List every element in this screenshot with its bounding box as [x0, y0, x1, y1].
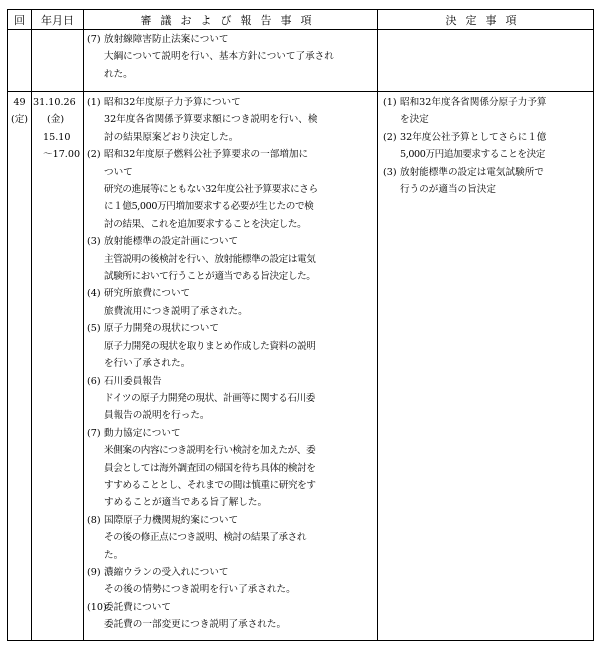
row1-report-cell: [84, 30, 378, 92]
report-item: (1) 昭和32年度原子力予算について: [87, 97, 241, 108]
report-line: 討の結果原案どおり決定した。: [104, 131, 239, 143]
session-weekday: (金): [47, 114, 65, 126]
report-line: 員会としては海外調査団の帰国を待ち具体的検討を: [104, 462, 316, 474]
decision-item: (2) 32年度公社予算としてさらに１億: [383, 131, 547, 143]
decision-item: (1) 昭和32年度各省関係分原子力予算: [383, 97, 547, 108]
session-date: 31.10.26: [33, 97, 76, 108]
report-line: すすめることとし、それまでの間は慎重に研究をす: [104, 479, 316, 491]
report-line: その後の修正点につき説明、検討の結果了承され: [104, 532, 307, 544]
row1-decision-cell: [378, 30, 594, 92]
session-date-cell: [32, 92, 84, 641]
session-time-start: 15.10: [43, 131, 71, 143]
row1-date-cell: [32, 30, 84, 92]
report-cell: [84, 92, 378, 641]
minutes-table: [7, 9, 594, 641]
report-line: 委託費の一部変更につき説明了承された。: [104, 619, 287, 631]
cell-bottom-spacer: [87, 634, 377, 640]
table-header-row: [8, 10, 594, 30]
report-line: ついて: [104, 166, 133, 178]
report-line: ドイツの原子力開発の現状、計画等に関する石川委: [104, 392, 315, 404]
report-item: (4) 研究所旅費について: [87, 288, 191, 300]
header-decision: 決定事項: [378, 10, 594, 30]
report-line: 32年度各省関係予算要求額につき説明を行い、検: [104, 114, 318, 126]
table-row-continuation: [8, 30, 594, 92]
header-report: 審議および報告事項: [84, 10, 378, 30]
report-line: 米側案の内容につき説明を行い検討を加えたが、委: [104, 445, 316, 457]
report-item: (2) 昭和32年度原子燃料公社予算要求の一部増加に: [87, 149, 309, 161]
report-line: 員報告の説明を行った。: [104, 410, 210, 422]
header-no: 回: [8, 10, 32, 30]
report-item: (6) 石川委員報告: [87, 375, 162, 387]
report-line: 旅費流用につき説明了承された。: [104, 305, 248, 317]
report-line: 原子力開発の現状を取りまとめ作成した資料の説明: [104, 340, 316, 352]
decision-line: を決定: [400, 114, 429, 126]
report-line: を行い了承された。: [104, 358, 191, 370]
report-line: に１億5,000万円増加要求する必要が生じたので検: [104, 201, 314, 213]
report-line: すめることが適当である旨了解した。: [104, 497, 268, 509]
decision-cell: [378, 92, 594, 641]
report-item: (3) 放射能標準の設定計画について: [87, 236, 239, 248]
report-item: (5) 原子力開発の現状について: [87, 323, 219, 335]
report-item: (7) 放射線障害防止法案について: [87, 34, 229, 45]
report-line: 大綱について説明を行い、基本方針について了承され: [104, 51, 334, 63]
report-line: 研究の進展等にともない32年度公社予算要求にさら: [104, 184, 318, 196]
decision-item: (3) 放射能標準の設定は電気試験所で: [383, 166, 544, 178]
decision-line: 5,000万円追加要求することを決定: [400, 149, 545, 161]
report-item: (8) 国際原子力機関規約案について: [87, 514, 239, 526]
session-number-cell: [8, 92, 32, 641]
report-item: (7) 動力協定について: [87, 427, 181, 439]
report-item: (10)委託費について: [87, 601, 171, 613]
report-line: 主管説明の後検討を行い、放射能標準の設定は電気: [104, 253, 316, 265]
report-line: 討の結果、これを追加要求することを決定した。: [104, 218, 307, 230]
table-row-session-49: [8, 92, 594, 641]
decision-line: 行うのが適当の旨決定: [400, 184, 496, 196]
report-item: (9) 濃縮ウランの受入れについて: [87, 566, 229, 578]
report-line: 試験所において行うことが適当である旨決定した。: [104, 271, 316, 283]
row1-no-cell: [8, 30, 32, 92]
report-line: た。: [104, 549, 124, 561]
report-line: その後の情勢につき説明を行い了承された。: [104, 584, 296, 596]
header-date: 年月日: [32, 10, 84, 30]
session-time-end: 〜17.00: [43, 149, 81, 161]
report-line: れた。: [104, 68, 133, 80]
session-type: (定): [10, 114, 29, 126]
session-number: 49: [13, 97, 26, 108]
